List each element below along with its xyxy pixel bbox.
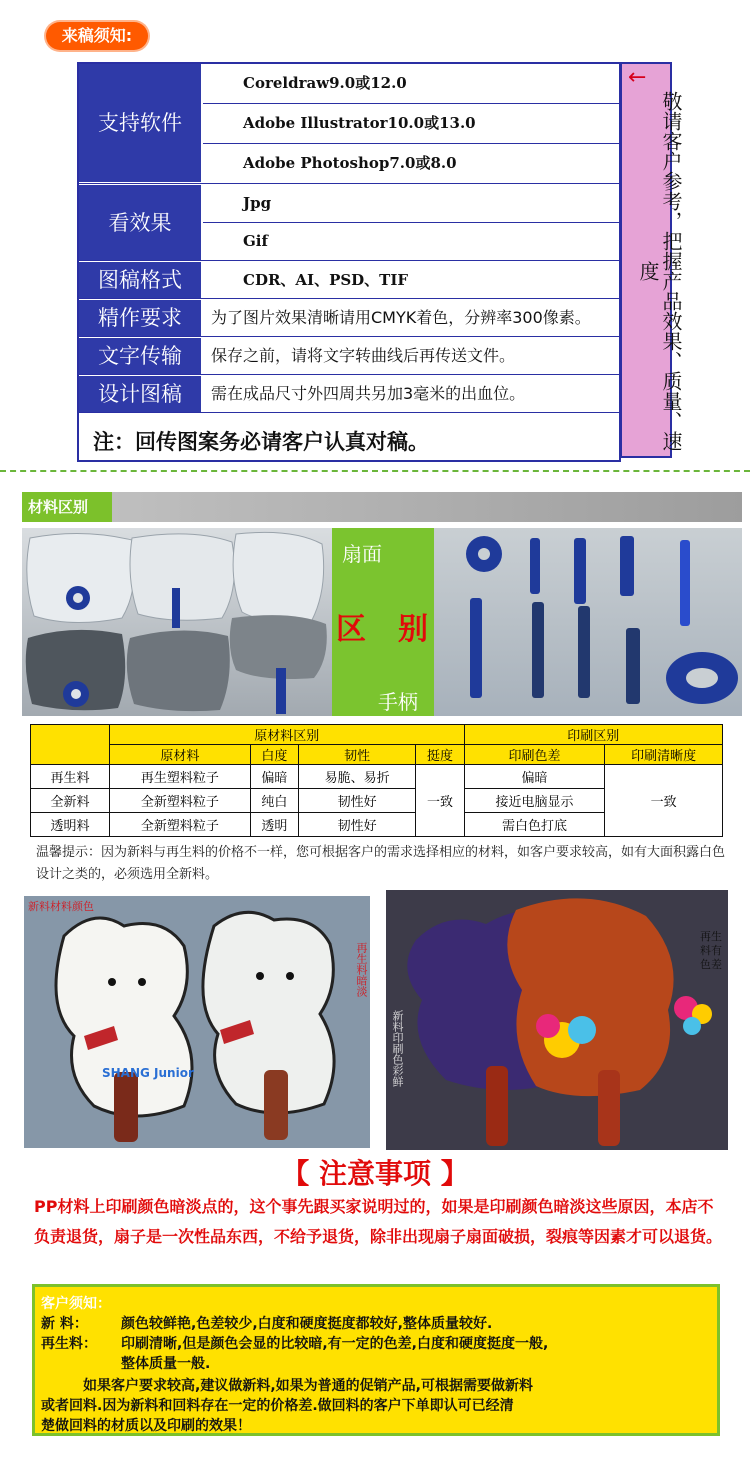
side-note xyxy=(620,62,683,458)
recycled-label: 再生料暗淡 xyxy=(355,942,368,997)
fan-face-illustration xyxy=(22,528,332,716)
cell-stiffness: 一致 xyxy=(416,765,464,837)
new-print-label: 新料印刷色彩鲜 xyxy=(391,1010,404,1087)
customer-paragraph-2: 或者回料.因为新料和回料存在一定的价格差.做回料的客户下单即认可已经清 xyxy=(41,1398,514,1414)
customer-notice-title: 客户须知： xyxy=(41,1296,111,1312)
category-format: 图稿格式 xyxy=(79,262,201,298)
brand-text: SHANG Junior xyxy=(102,1066,194,1080)
col-raw: 原材料 xyxy=(110,745,251,765)
fan-face-label: 扇面 xyxy=(342,542,382,566)
divider xyxy=(79,260,619,261)
diff-label-2: 别 xyxy=(398,612,428,647)
col-toughness: 韧性 xyxy=(298,745,416,765)
precision-item: 为了图片效果清晰请用CMYK着色，分辨率300像素。 xyxy=(211,308,591,327)
design-item: 需在成品尺寸外四周共另加3毫米的出血位。 xyxy=(211,384,526,403)
section-divider xyxy=(0,470,750,488)
row-name: 透明料 xyxy=(31,813,110,837)
submission-title-badge: 来稿须知: xyxy=(46,22,148,50)
category-preview: 看效果 xyxy=(79,185,201,261)
table-row xyxy=(31,765,723,789)
handle-photo xyxy=(434,528,742,716)
cell-white: 透明 xyxy=(250,813,298,837)
divider xyxy=(79,374,619,375)
print-group: 印刷区别 xyxy=(464,725,722,745)
cell-clarity: 一致 xyxy=(605,765,723,837)
cell-white: 偏暗 xyxy=(250,765,298,789)
new-material-text: 颜色较鲜艳,色差较少,白度和硬度挺度都较好,整体质量较好. xyxy=(121,1316,493,1332)
left-arrow-icon: ← xyxy=(628,65,647,90)
cell-diff: 需白色打底 xyxy=(464,813,605,837)
text-transfer-item: 保存之前，请将文字转曲线后再传送文件。 xyxy=(211,346,516,365)
cell-raw: 再生塑料粒子 xyxy=(110,765,251,789)
cell-diff: 偏暗 xyxy=(464,765,605,789)
software-item: Coreldraw9.0或12.0 xyxy=(243,74,407,92)
col-print-clarity: 印刷清晰度 xyxy=(605,745,723,765)
diff-label-1: 区 xyxy=(336,612,366,647)
category-precision: 精作要求 xyxy=(79,300,201,336)
bear-fan-illustration xyxy=(24,896,370,1148)
customer-paragraph-3: 楚做回料的材质以及印刷的效果！ xyxy=(41,1418,251,1434)
handle-illustration xyxy=(434,528,742,716)
cell-white: 纯白 xyxy=(250,789,298,813)
col-print-diff: 印刷色差 xyxy=(464,745,605,765)
recycled-material-label: 再生料： xyxy=(41,1336,97,1352)
material-comparison-table xyxy=(30,724,723,837)
customer-paragraph-1: 如果客户要求较高,建议做新料,如果为普通的促销产品,可根据需要做新料 xyxy=(83,1378,533,1394)
printed-fan-photo xyxy=(386,890,728,1150)
col-stiffness: 挺度 xyxy=(416,745,464,765)
cell-raw: 全新塑料粒子 xyxy=(110,813,251,837)
format-item: CDR、AI、PSD、TIF xyxy=(243,271,409,289)
divider xyxy=(79,412,619,413)
handle-label: 手柄 xyxy=(378,690,418,714)
side-note-text: 敬请客户参考，把握产品效果、质量、速度 xyxy=(636,91,683,451)
cell-tough: 韧性好 xyxy=(298,813,416,837)
software-item: Adobe Photoshop7.0或8.0 xyxy=(243,154,457,172)
cell-tough: 易脆、易折 xyxy=(298,765,416,789)
caution-title: 【 注意事项 】 xyxy=(281,1157,469,1190)
caution-text: PP材料上印刷颜色暗淡点的，这个事先跟买家说明过的，如果是印刷颜色暗淡这些原因，本店不负责退货，扇子是一次性品东西，不给予退货，除非出现扇子扇面破损，裂痕等因素才可以退货。 xyxy=(34,1197,723,1246)
raw-material-group: 原材料区别 xyxy=(110,725,465,745)
row-name: 全新料 xyxy=(31,789,110,813)
bear-fan-photo xyxy=(24,896,370,1148)
divider xyxy=(79,183,619,184)
recycled-print-label: 再生料有色差 xyxy=(700,930,722,971)
fan-face-photo xyxy=(22,528,332,716)
divider xyxy=(79,298,619,299)
category-design: 设计图稿 xyxy=(79,376,201,412)
new-material-label: 新 料： xyxy=(41,1316,88,1332)
requirements-note: 注：回传图案务必请客户认真对稿。 xyxy=(93,430,429,454)
table-corner xyxy=(31,725,110,765)
materials-banner xyxy=(22,492,742,522)
recycled-material-text-2: 整体质量一般. xyxy=(121,1356,211,1372)
category-text-transfer: 文字传输 xyxy=(79,338,201,374)
recycled-material-text: 印刷清晰,但是颜色会显的比较暗,有一定的色差,白度和硬度挺度一般, xyxy=(121,1336,549,1352)
cell-raw: 全新塑料粒子 xyxy=(110,789,251,813)
divider xyxy=(79,336,619,337)
materials-tip: 温馨提示：因为新料与再生料的价格不一样，您可根据客户的需求选择相应的材料，如客户要求较高，如有大面积露白色设计之类的，必须选用全新料。 xyxy=(36,845,726,882)
printed-fan-illustration xyxy=(386,890,728,1150)
requirements-table xyxy=(77,62,621,462)
col-whiteness: 白度 xyxy=(250,745,298,765)
materials-banner-title: 材料区别 xyxy=(28,498,89,516)
customer-notice xyxy=(32,1284,720,1436)
row-name: 再生料 xyxy=(31,765,110,789)
category-software: 支持软件 xyxy=(79,64,201,182)
cell-diff: 接近电脑显示 xyxy=(464,789,605,813)
new-material-label: 新料材料颜色 xyxy=(28,900,94,913)
preview-item: Gif xyxy=(243,232,268,250)
cell-tough: 韧性好 xyxy=(298,789,416,813)
compare-label-panel xyxy=(332,528,434,716)
preview-item: Jpg xyxy=(243,194,272,212)
software-item: Adobe Illustrator10.0或13.0 xyxy=(243,114,476,132)
